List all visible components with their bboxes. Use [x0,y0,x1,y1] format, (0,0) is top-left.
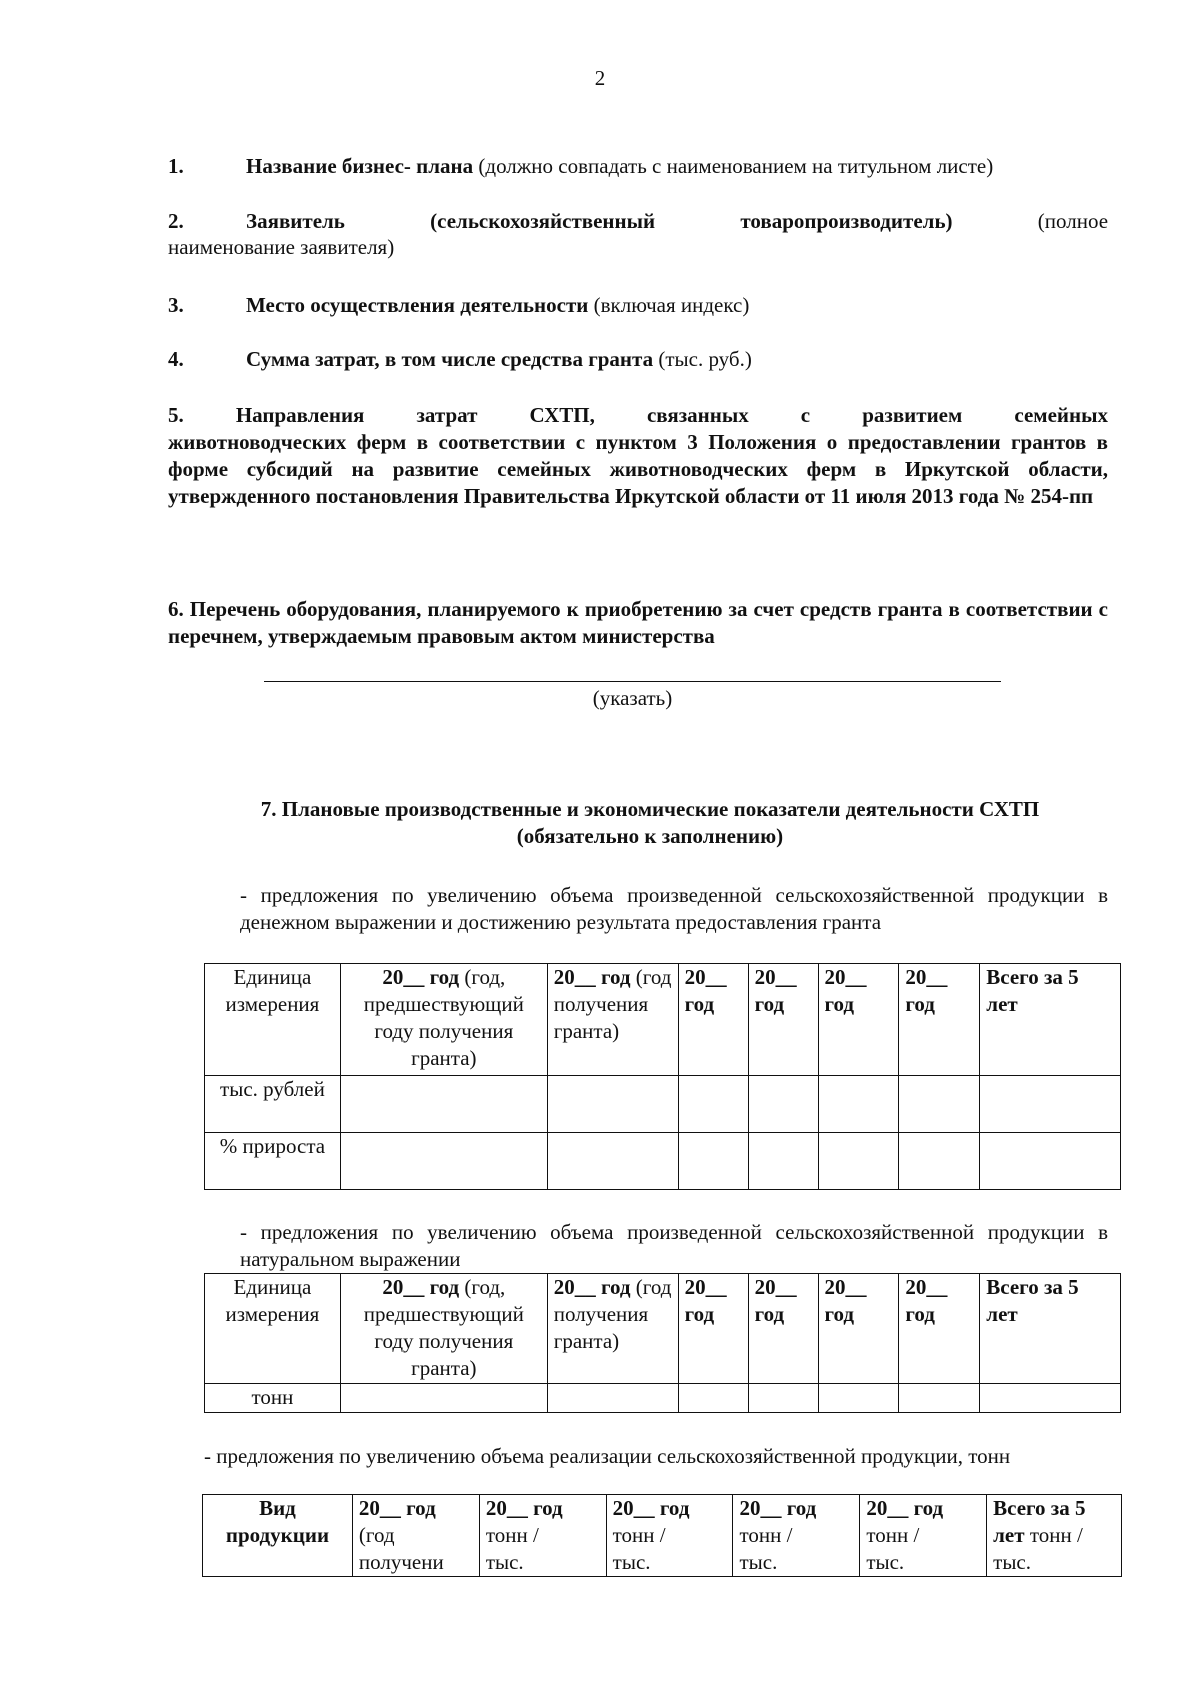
unit-cell: тонн [205,1384,341,1413]
item-title-word: (сельскохозяйственный [430,209,656,233]
table-header-row [205,964,1121,1076]
unit-cell: % прироста [205,1133,341,1190]
unit-header: Единица измерения [205,964,341,1076]
table-money [204,963,1121,1190]
year-header: 20__ год [678,1274,748,1384]
item-3 [168,292,1108,318]
para-sales: - предложения по увеличению объема реализации сельскохозяйственной продукции, тонн [204,1444,1011,1468]
year-header: 20__ год тонн / тыс. [479,1495,606,1577]
item-4 [168,346,1108,372]
item-body: животноводческих ферм в соответствии с пунктом 3 Положения о предоставлении грантов в форме субсидий на развитие семейных животноводческих ферм в Иркутской области, утвержденного постановления Правительства Иркутской области от 11 июля 2013 года № 254-пп [168,430,1108,508]
para-money: - предложения по увеличению объема произведенной сельскохозяйственной продукции в денежном выражении и достижению результата предоставления гранта [240,883,1108,934]
year-header: 20__ год [818,964,899,1076]
item-note: (тыс. руб.) [653,347,752,371]
grant-year-header: 20__ год (год получения гранта) [547,964,678,1076]
item-6 [168,596,1108,650]
year-header: 20__ год [818,1274,899,1384]
prev-year-header: 20__ год (год, предшествующий году получения гранта) [340,964,547,1076]
year-header: 20__ год [899,964,980,1076]
total-header: Всего за 5 лет [980,1274,1121,1384]
section-7-heading [180,796,1120,850]
total-header: Всего за 5 лет [980,964,1121,1076]
year-header: 20__ год [748,1274,818,1384]
table-row [205,1076,1121,1133]
year-header: 20__ год тонн / тыс. [860,1495,987,1577]
item-note: наименование заявителя) [168,235,395,259]
year-header: 20__ год [678,964,748,1076]
item-note: (включая индекс) [588,293,750,317]
fill-line-caption: (указать) [592,686,673,710]
item-number: 2. [168,209,184,233]
fill-line [264,681,1001,682]
unit-cell: тыс. рублей [205,1076,341,1133]
item-number: 5. [168,403,184,427]
product-type-header: Вид продукции [203,1495,353,1577]
item-title-word: Заявитель [246,209,345,233]
year-header: 20__ год тонн / тыс. [606,1495,733,1577]
table-row [205,1384,1121,1413]
year-header: 20__ год [899,1274,980,1384]
grant-year-header: 20__ год (год получения гранта) [547,1274,678,1384]
item-note: (должно совпадать с наименованием на титульном листе) [473,154,994,178]
section-subtitle: (обязательно к заполнению) [516,824,784,848]
table-header-row [205,1274,1121,1384]
item-title: Направления затрат СХТП, связанных с развитием семейных [235,403,1109,427]
item-title: Место осуществления деятельности [246,293,589,317]
total-header: Всего за 5 лет тонн / тыс. [987,1495,1122,1577]
page-number: 2 [594,66,606,90]
item-number: 3. [168,293,184,317]
year-header: 20__ год тонн / тыс. [733,1495,860,1577]
para-natural: - предложения по увеличению объема произведенной сельскохозяйственной продукции в натуральном выражении [240,1220,1108,1271]
table-header-row [203,1495,1122,1577]
item-title: Название бизнес- плана [246,154,474,178]
item-title: Сумма затрат, в том числе средства гранта [246,347,654,371]
prev-year-header: 20__ год (год, предшествующий году получения гранта) [340,1274,547,1384]
item-title: 6. Перечень оборудования, планируемого к приобретению за счет средств гранта в соответствии с перечнем, утверждаемым правовым актом министерства [168,597,1108,648]
year-header: 20__ год [748,964,818,1076]
section-title: 7. Плановые производственные и экономические показатели деятельности СХТП [260,797,1040,821]
table-row [205,1133,1121,1190]
item-1 [168,153,1108,179]
grant-year-header: 20__ год (год получени [352,1495,479,1577]
table-natural [204,1273,1121,1413]
table-sales [202,1494,1122,1577]
item-note-word: (полное [1037,209,1109,233]
item-5 [168,402,1108,510]
item-number: 4. [168,347,184,371]
item-title-word: товаропроизводитель) [740,209,953,233]
item-number: 1. [168,154,184,178]
unit-header: Единица измерения [205,1274,341,1384]
item-2 [168,208,1108,260]
